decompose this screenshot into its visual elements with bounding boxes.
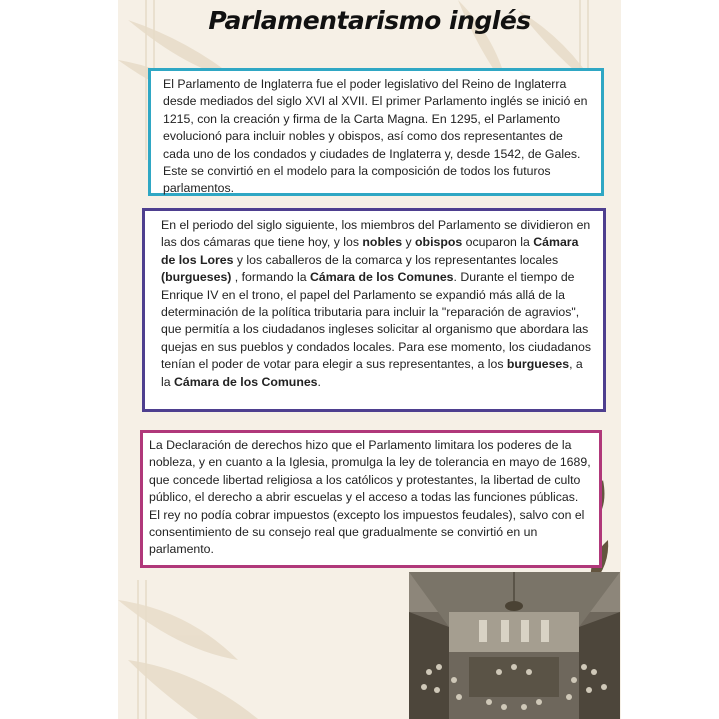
page-title: Parlamentarismo inglés — [208, 6, 531, 35]
section-1-box — [148, 68, 604, 196]
section-2-text: En el periodo del siglo siguiente, los miembros del Parlamento se dividieron en las dos cámaras que tiene hoy, y los nobles y obispos ocuparon la Cámara de los Lores y los caballeros de la comarca y los representantes locales (burgueses) , formando la Cámara de los Comunes. Durante el tiempo de Enrique IV en el trono, el papel del Parlamento se expandió más allá de la determinación de la política tributaria para incluir la "reparación de agravios", que permitía a los ciudadanos ingleses solicitar al organismo que abordara las quejas en sus pueblos y condados locales. Para ese momento, los ciudadanos tenían el poder de votar para elegir a sus representantes, a los burgueses, a la Cámara de los Comunes. — [161, 218, 591, 389]
parliament-painting — [409, 572, 620, 719]
section-2-box — [142, 208, 606, 412]
section-3-box — [140, 430, 602, 568]
section-1-text: El Parlamento de Inglaterra fue el poder legislativo del Reino de Inglaterra desde mediados del siglo XVI al XVII. El primer Parlamento inglés se inició en 1215, con la creación y firma de la Carta Magna. En 1295, el Parlamento evolucionó para incluir nobles y obispos, así como dos representantes de cada uno de los condados y ciudades de Inglaterra y, desde 1542, de Gales. Este se convirtió en el modelo para la composición de todos los futuros parlamentos. — [163, 77, 588, 196]
section-3-text: La Declaración de derechos hizo que el Parlamento limitara los poderes de la nobleza, y en cuanto a la Iglesia, promulga la ley de tolerancia en mayo de 1689, que concede libertad religiosa a los católicos y protestantes, la libertad de culto público, el derecho a abrir escuelas y el acceso a todas las funciones públicas. El rey no podía cobrar impuestos (excepto los impuestos feudales), salvo con el consentimiento de su consejo real que gradualmente se convirtió en un parlamento. — [149, 438, 591, 557]
poster — [118, 0, 621, 719]
